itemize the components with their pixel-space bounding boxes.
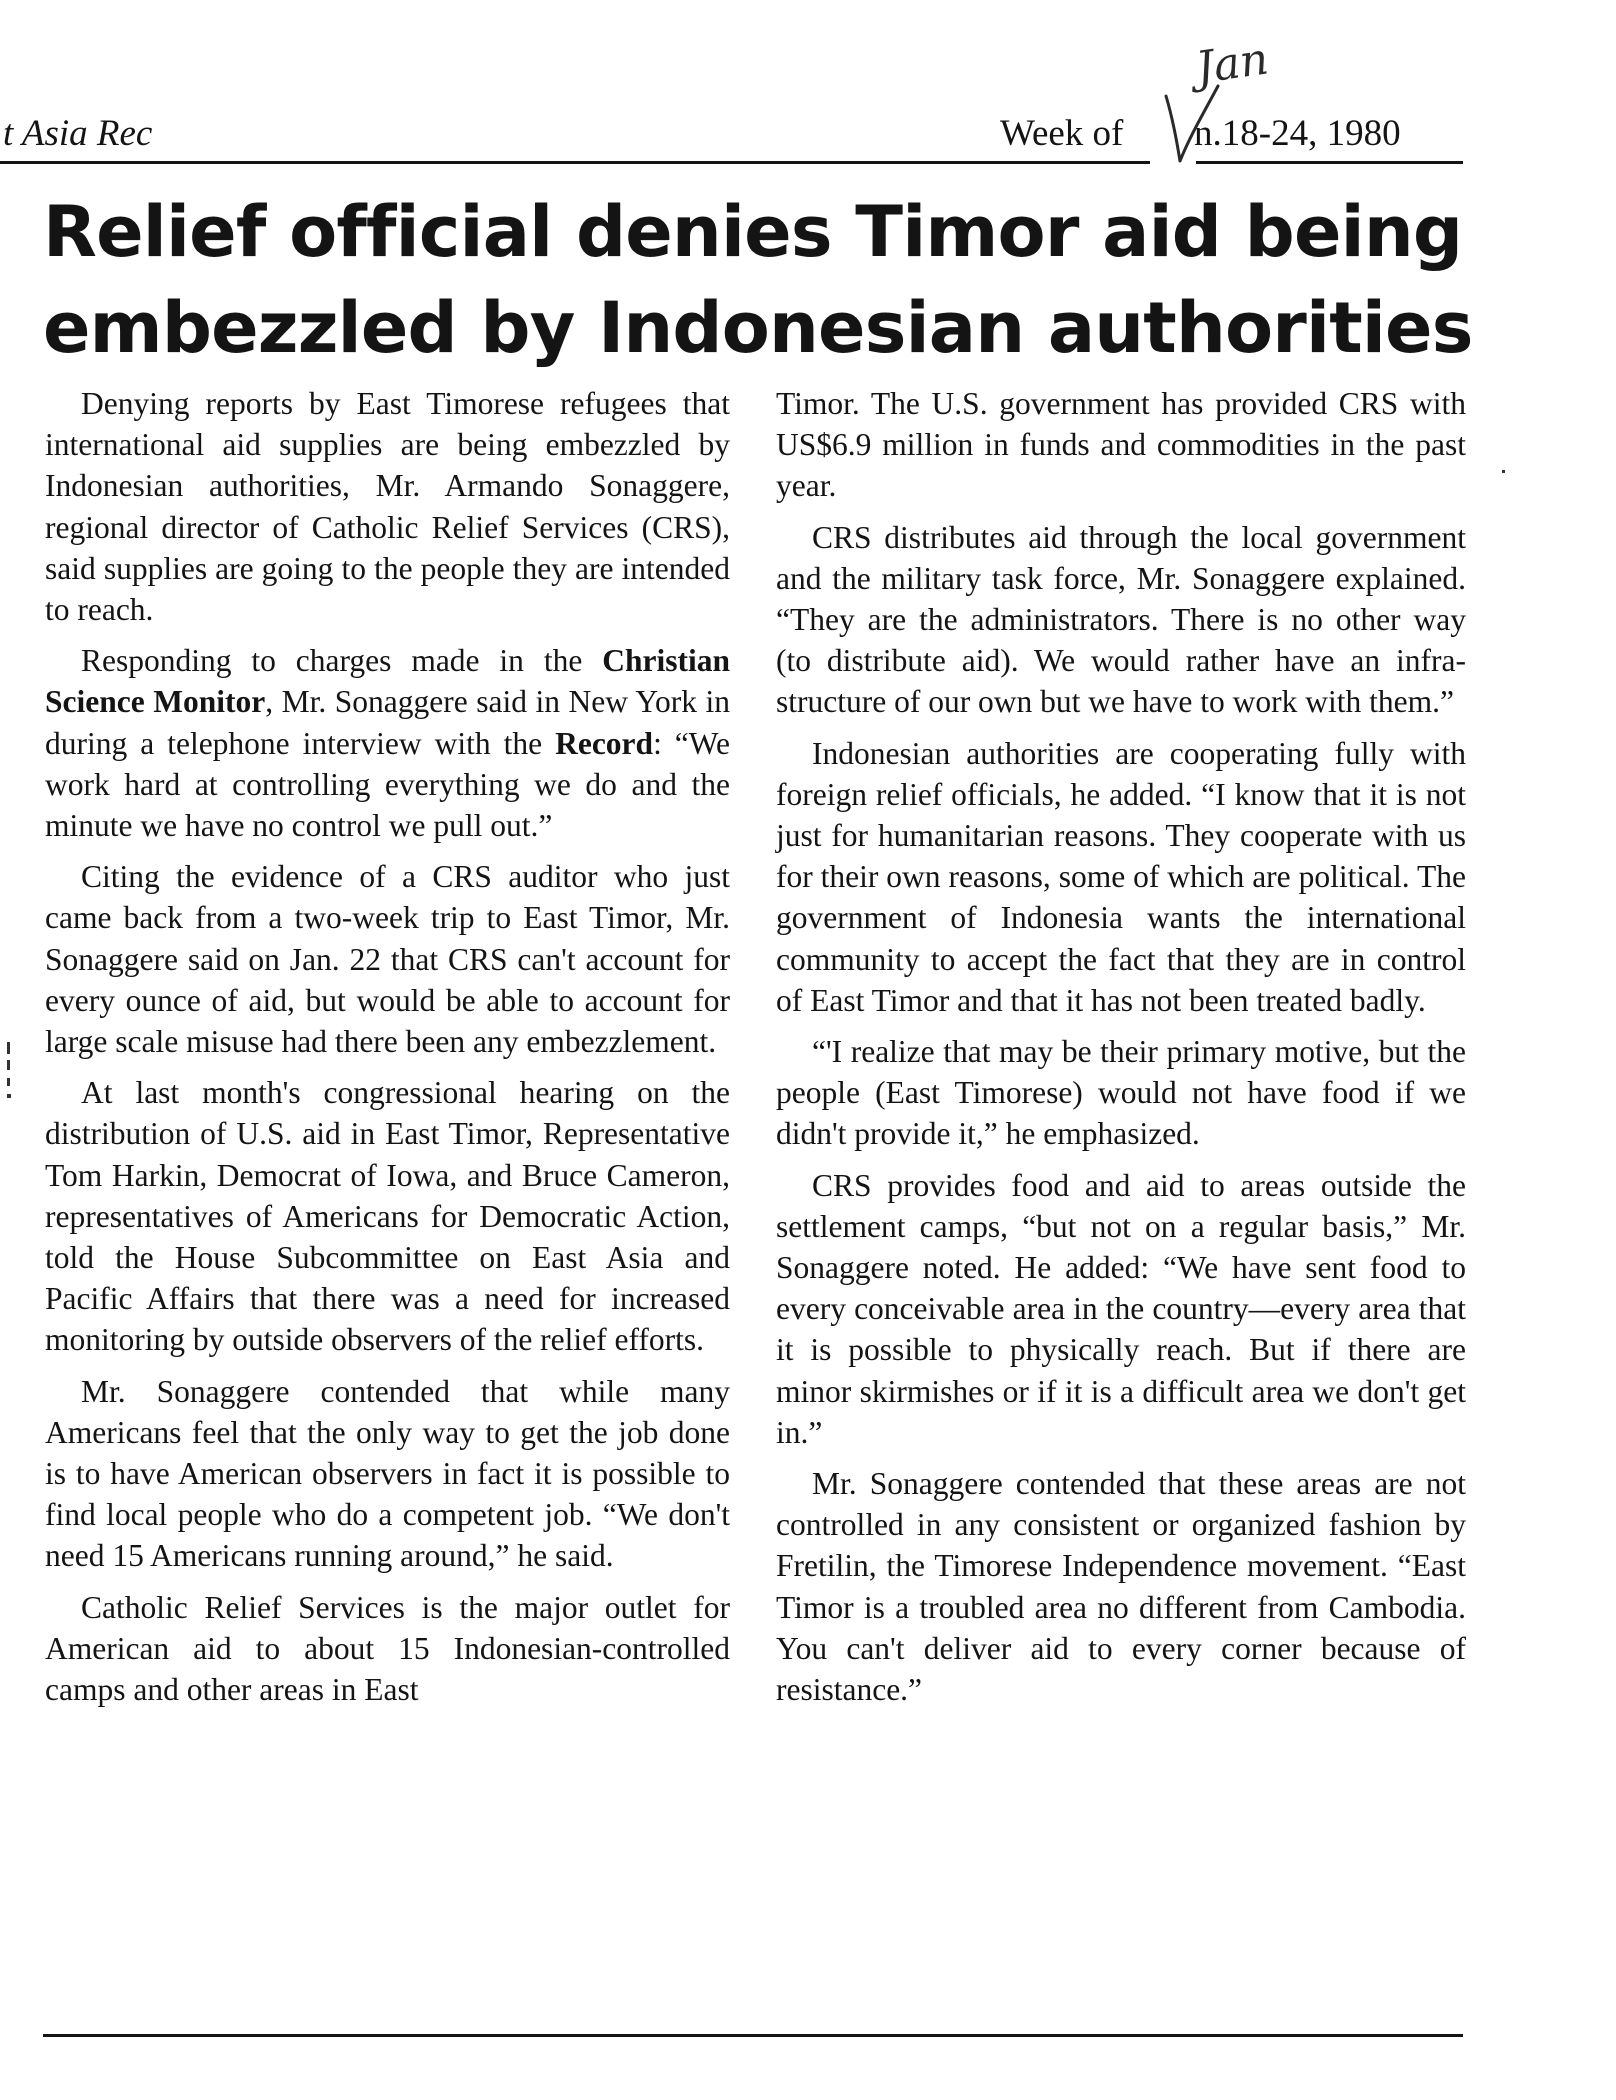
scan-speck <box>7 1042 10 1054</box>
paragraph: Denying reports by East Timorese refugees that international aid supplies are being embezzled by Indonesian authorities, Mr. Armando Sonaggere, regional director of Catholic Relief Services (CRS), said supplies are going to the people they are intended to reach. <box>45 386 730 628</box>
bottom-rule <box>43 2034 1463 2037</box>
paragraph: Mr. Sonaggere contended that these areas are not controlled in any consistent or organized fashion by Fretilin, the Timorese Independence movement. “East Timor is a troubled area no different from Cambodia. You can't deliver aid to every corner because of resistance.” <box>776 1466 1466 1708</box>
headline <box>43 184 1473 376</box>
source-name-monitor: Christian Science Monitor <box>45 643 730 720</box>
week-label: Week of <box>1000 113 1124 154</box>
paragraph-text: Responding to charges made in the <box>81 643 603 679</box>
headline-line-2: embezzled by Indonesian authorities <box>43 287 1473 369</box>
masthead-rule-right <box>1196 161 1463 164</box>
paragraph: “'I realize that may be their primary motive, but the people (East Timorese) would not have food if we didn't provide it,” he emphasized. <box>776 1034 1466 1152</box>
paragraph-text: : “We work hard at controlling everything we do and the minute we have no control we pull out.” <box>45 725 730 844</box>
paragraph: CRS distributes aid through the local government and the military task force, Mr. Sonaggere explained. “They are the administrators. There is no other way (to distribute aid). We would rather have an infra-structure of our own but we have to work with them.” <box>776 519 1466 720</box>
scan-speck <box>7 1060 10 1070</box>
article-column-2 <box>776 383 1466 1720</box>
source-name-record: Record <box>555 725 654 761</box>
paragraph: Mr. Sonaggere contended that while many Americans feel that the only way to get the job done is to have American observers in fact it is possible to find local people who do a competent job. “We don't need 15 Americans running around,” he said. <box>45 1373 730 1574</box>
paragraph: Citing the evidence of a CRS auditor who just came back from a two-week trip to East Timor, Mr. Sonaggere said on Jan. 22 that CRS can't account for every ounce of aid, but would be able to account for large scale misuse had there been any embezzlement. <box>45 859 730 1060</box>
article-column-1 <box>45 383 730 1720</box>
paragraph: Timor. The U.S. government has provided CRS with US$6.9 million in funds and commodities in the past year. <box>776 386 1466 504</box>
scan-speck <box>7 1078 10 1086</box>
paragraph: At last month's congressional hearing on the distribution of U.S. aid in East Timor, Representative Tom Harkin, Democrat of Iowa, and Bruce Cameron, representatives of Americans for Democratic Action, told the House Subcommittee on East Asia and Pacific Affairs that there was a need for increased monitoring by outside observers of the relief efforts. <box>45 1075 730 1358</box>
paragraph: CRS provides food and aid to areas outside the settlement camps, “but not on a regular basis,” Mr. Sonaggere noted. He added: “We have sent food to every conceivable area in the country—every area that it is possible to physically reach. But if there are minor skirmishes or if it is a difficult area we don't get in.” <box>776 1167 1466 1450</box>
scan-speck <box>1502 470 1505 473</box>
handwritten-note: Jan <box>1192 33 1272 94</box>
scan-speck <box>7 1094 11 1098</box>
paragraph: Catholic Relief Services is the major outlet for American aid to about 15 Indonesian-controlled camps and other areas in East <box>45 1589 730 1708</box>
paragraph: Indonesian authorities are cooperating fully with foreign relief officials, he added. “I know that it is not just for humanitarian reasons. They cooperate with us for their own reasons, some of which are political. The government of Indonesia wants the international community to accept the fact that they are in control of East Timor and that it has not been treated badly. <box>776 735 1466 1018</box>
handwritten-bracket-mark <box>1158 66 1228 166</box>
paragraph <box>45 640 730 846</box>
issue-date: n.18-24, 1980 <box>1194 113 1401 154</box>
masthead-rule-left <box>0 161 1150 164</box>
publication-name: t Asia Rec <box>3 113 153 154</box>
paragraph-text: , Mr. Sonaggere said in New York in during a telephone interview with the <box>45 684 730 761</box>
headline-line-1: Relief official denies Timor aid being <box>43 191 1463 273</box>
